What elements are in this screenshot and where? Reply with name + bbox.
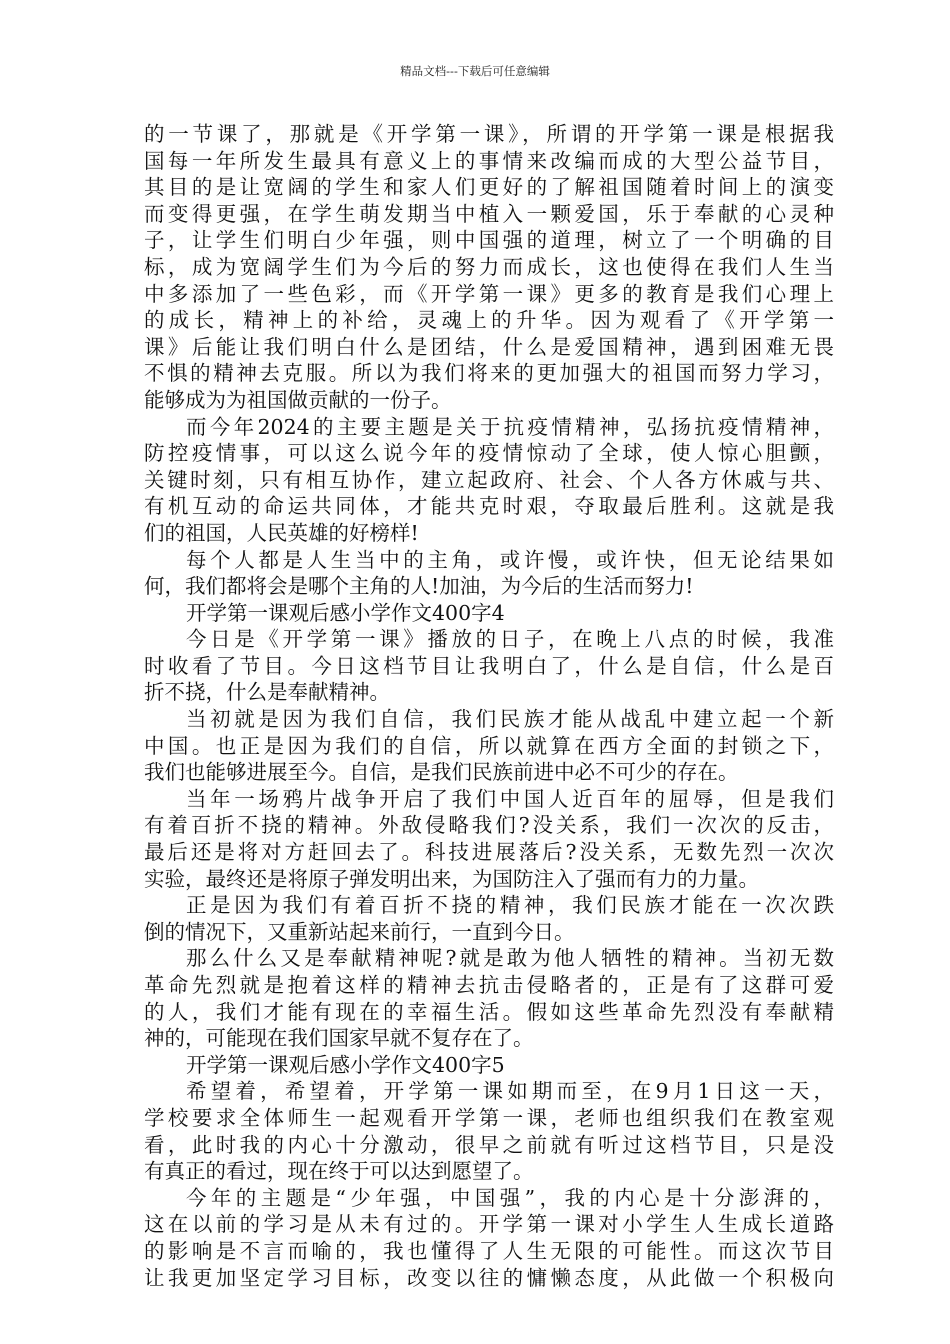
text-line: 有着百折不挠的精神。外敌侵略我们?没关系，我们一次次的反击， xyxy=(144,813,834,838)
paragraph-first-line: 每个人都是人生当中的主角，或许慢，或许快，但无论结果如 xyxy=(186,547,834,572)
text-line: 防控疫情事，可以这么说今年的疫情惊动了全球，使人惊心胆颤， xyxy=(144,441,834,466)
text-line: 折不挠，什么是奉献精神。 xyxy=(144,680,390,705)
text-line: 课》后能让我们明白什么是团结，什么是爱国精神，遇到困难无畏 xyxy=(144,334,834,359)
paragraph-first-line: 当年一场鸦片战争开启了我们中国人近百年的屈辱，但是我们 xyxy=(186,786,834,811)
text-line: 标，成为宽阔学生们为今后的努力而成长，这也使得在我们人生当 xyxy=(144,254,834,279)
text-line: 中国。也正是因为我们的自信，所以就算在西方全面的封锁之下， xyxy=(144,733,834,758)
document-body xyxy=(144,121,834,1291)
text-line: 而变得更强，在学生萌发期当中植入一颗爱国，乐于奉献的心灵种 xyxy=(144,201,834,226)
paragraph-first-line: 那么什么又是奉献精神呢?就是敢为他人牺牲的精神。当初无数 xyxy=(186,946,834,971)
paragraph-first-line: 正是因为我们有着百折不挠的精神，我们民族才能在一次次跌 xyxy=(186,893,834,918)
text-line: 我们也能够进展至今。自信，是我们民族前进中必不可少的存在。 xyxy=(144,760,739,785)
text-line: 这在以前的学习是从未有过的。开学第一课对小学生人生成长道路 xyxy=(144,1212,834,1237)
text-line: 的影响是不言而喻的，我也懂得了人生无限的可能性。而这次节目 xyxy=(144,1238,834,1263)
text-line: 有机互动的命运共同体，才能共克时艰，夺取最后胜利。这就是我 xyxy=(144,494,834,519)
text-line: 的人，我们才能有现在的幸福生活。假如这些革命先烈没有奉献精 xyxy=(144,999,834,1024)
text-line: 学校要求全体师生一起观看开学第一课，老师也组织我们在教室观 xyxy=(144,1105,834,1130)
paragraph-first-line: 今年的主题是“少年强，中国强”，我的内心是十分澎湃的， xyxy=(186,1185,834,1210)
text-line: 何，我们都将会是哪个主角的人!加油，为今后的生活而努力! xyxy=(144,574,694,599)
text-line: 有真正的看过，现在终于可以达到愿望了。 xyxy=(144,1159,534,1184)
text-line: 的一节课了，那就是《开学第一课》，所谓的开学第一课是根据我 xyxy=(144,122,834,146)
paragraph-first-line: 而今年2024的主要主题是关于抗疫情精神，弘扬抗疫情精神， xyxy=(186,414,834,439)
text-line: 让我更加坚定学习目标，改变以往的慵懒态度，从此做一个积极向 xyxy=(144,1265,834,1290)
text-line: 的成长，精神上的补给，灵魂上的升华。因为观看了《开学第一 xyxy=(144,308,834,333)
text-line: 国每一年所发生最具有意义上的事情来改编而成的大型公益节目， xyxy=(144,148,834,173)
paragraph-first-line: 今日是《开学第一课》播放的日子，在晚上八点的时候，我准 xyxy=(186,627,834,652)
text-line: 倒的情况下，又重新站起来前行，一直到今日。 xyxy=(144,919,575,944)
text-line: 能够成为为祖国做贡献的一份子。 xyxy=(144,387,452,412)
text-line: 们的祖国，人民英雄的好榜样! xyxy=(144,520,419,545)
text-line: 中多添加了一些色彩，而《开学第一课》更多的教育是我们心理上 xyxy=(144,281,834,306)
text-line: 时收看了节目。今日这档节目让我明白了，什么是自信，什么是百 xyxy=(144,653,834,678)
text-line: 看，此时我的内心十分激动，很早之前就有听过这档节目，只是没 xyxy=(144,1132,834,1157)
text-line: 神的，可能现在我们国家早就不复存在了。 xyxy=(144,1026,534,1051)
text-line: 其目的是让宽阔的学生和家人们更好的了解祖国随着时间上的演变 xyxy=(144,175,834,200)
text-line: 实验，最终还是将原子弹发明出来，为国防注入了强而有力的力量。 xyxy=(144,866,759,891)
text-line: 最后还是将对方赶回去了。科技进展落后?没关系，无数先烈一次次 xyxy=(144,840,834,865)
text-line: 革命先烈就是抱着这样的精神去抗击侵略者的，正是有了这群可爱 xyxy=(144,973,834,997)
paragraph-first-line: 希望着，希望着，开学第一课如期而至，在9月1日这一天， xyxy=(186,1079,834,1104)
text-line: 关键时刻，只有相互协作，建立起政府、社会、个人各方休戚与共、 xyxy=(144,467,834,492)
page-header: 精品文档---下载后可任意编辑 xyxy=(400,64,550,78)
text-line: 不惧的精神去克服。所以为我们将来的更加强大的祖国而努力学习， xyxy=(144,361,834,386)
paragraph-first-line: 当初就是因为我们自信，我们民族才能从战乱中建立起一个新 xyxy=(186,707,834,732)
text-line: 子，让学生们明白少年强，则中国强的道理，树立了一个明确的目 xyxy=(144,228,834,253)
section-heading: 开学第一课观后感小学作文400字5 xyxy=(186,1052,505,1077)
section-heading: 开学第一课观后感小学作文400字4 xyxy=(186,600,505,625)
